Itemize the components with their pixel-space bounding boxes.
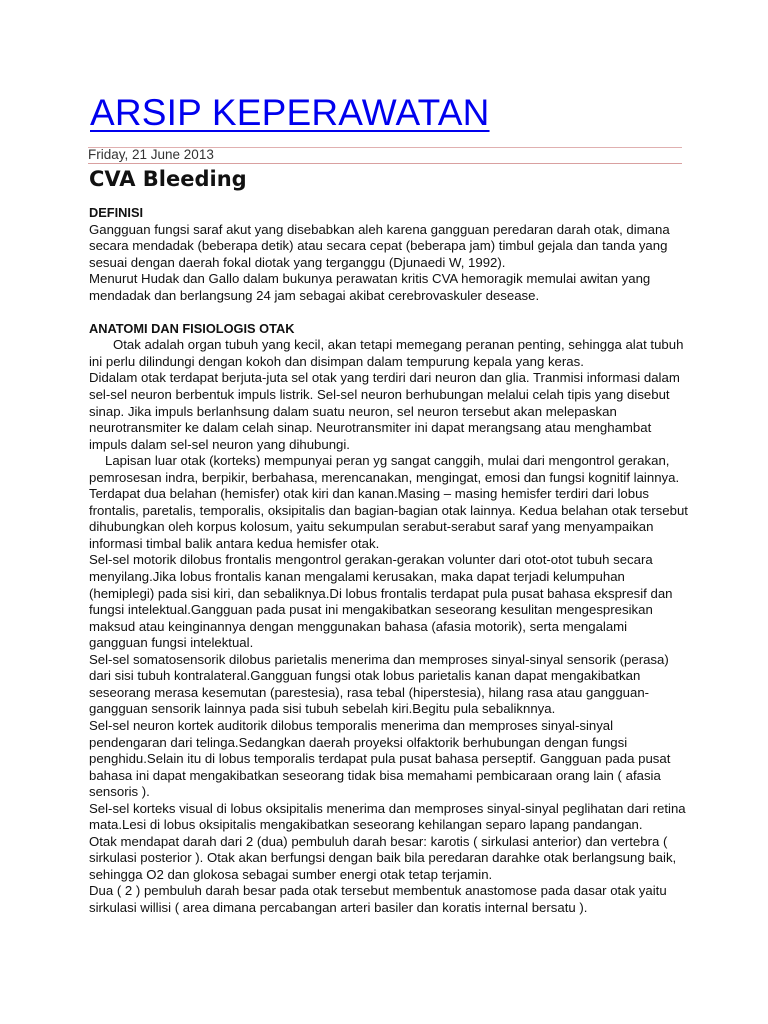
paragraph: Menurut Hudak dan Gallo dalam bukunya perawatan kritis CVA hemoragik memulai awitan yang mendadak dan berlangsung 24 jam sebagai akibat cerebrovaskuler desease. <box>89 271 651 303</box>
spacer <box>89 304 689 321</box>
post-body <box>89 205 689 917</box>
post-date: Friday, 21 June 2013 <box>88 147 214 162</box>
date-rule-bottom <box>88 163 682 164</box>
paragraph: Lapisan luar otak (korteks) mempunyai peran yg sangat canggih, mulai dari mengontrol gerakan, pemrosesan indra, berpikir, berbahasa, merencanakan, mengingat, emosi dan fungsi kognitif lainnya. Terdapat dua belahan (hemisfer) otak kiri dan kanan.Masing – masing hemisfer terdiri dari lobus frontalis, paretalis, temporalis, oksipitalis dan bagian-bagian otak lainnya. Kedua belahan otak tersebut dihubungkan oleh korpus kolosum, yaitu sekumpulan serabut-serabut saraf yang menyampaikan informasi timbal balik antara kedua hemisfer otak. <box>89 453 688 551</box>
section-heading-anatomi: ANATOMI DAN FISIOLOGIS OTAK <box>89 320 295 336</box>
paragraph: Gangguan fungsi saraf akut yang disebabkan aleh karena gangguan peredaran darah otak, dimana secara mendadak (beberapa detik) atau secara cepat (beberapa jam) timbul gejala dan tanda yang sesuai dengan daerah fokal diotak yang terganggu (Djunaedi W, 1992). <box>89 221 670 270</box>
paragraph: Sel-sel motorik dilobus frontalis mengontrol gerakan-gerakan volunter dari otot-otot tubuh secara menyilang.Jika lobus frontalis kanan mengalami kerusakan, maka dapat terjadi kelumpuhan (hemiplegi) pada sisi kiri, dan sebaliknya.Di lobus frontalis terdapat pula pusat bahasa ekspresif dan fungsi intelektual.Gangguan pada pusat ini mengakibatkan seseorang kesulitan mengespresikan maksud atau keinginannya dengan menggunakan bahasa (afasia motorik), serta mengalami gangguan fungsi intelektual. <box>89 552 673 651</box>
post-title: CVA Bleeding <box>89 167 247 191</box>
paragraph: Dua ( 2 ) pembuluh darah besar pada otak tersebut membentuk anastomose pada dasar otak yaitu sirkulasi willisi ( area dimana percabangan arteri basiler dan koratis internal bersatu ). <box>89 883 667 915</box>
paragraph: Sel-sel korteks visual di lobus oksipitalis menerima dan memproses sinyal-sinyal peglihatan dari retina mata.Lesi di lobus oksipitalis mengakibatkan seseorang kehilangan separo lapang pandangan. <box>89 800 686 833</box>
paragraph: Didalam otak terdapat berjuta-juta sel otak yang terdiri dari neuron dan glia. Tranmisi informasi dalam sel-sel neuron berbentuk impuls listrik. Sel-sel neuron berhubungan melalui celah tipis yang disebut sinap. Jika impuls berlanhsung dalam suatu neuron, sel neuron tersebut akan melepaskan neurotransmiter ke dalam celah sinap. Neurotransmiter ini dapat merangsang atau menghambat impuls dalam sel-sel neuron yang dihubungi. <box>89 370 680 452</box>
blog-title-link[interactable]: ARSIP KEPERAWATAN <box>90 92 490 133</box>
section-heading-definisi: DEFINISI <box>89 205 144 220</box>
paragraph: Otak mendapat darah dari 2 (dua) pembuluh darah besar: karotis ( sirkulasi anterior) dan vertebra ( sirkulasi posterior ). Otak akan berfungsi dengan baik bila peredaran darahke otak berlangsung baik, sehingga O2 dan glokosa sebagai sumber energi otak tetap terjamin. <box>89 833 677 882</box>
paragraph: Otak adalah organ tubuh yang kecil, akan tetapi memegang peranan penting, sehingga alat tubuh ini perlu dilindungi dengan kokoh dan disimpan dalam tempurung kepala yang keras. <box>89 337 684 369</box>
paragraph: Sel-sel somatosensorik dilobus parietalis menerima dan memproses sinyal-sinyal sensorik (perasa) dari sisi tubuh kontralateral.Gangguan fungsi otak lobus parietalis kanan dapat mengakibatkan seseorang merasa kesemutan (parestesia), rasa tebal (hiperstesia), hilang rasa atau gangguan-gangguan sensorik lainnya pada sisi tubuh sebelah kiri.Begitu pula sebaliknnya. <box>89 651 669 717</box>
paragraph: Sel-sel neuron kortek auditorik dilobus temporalis menerima dan memproses sinyal-sinyal pendengaran dari telinga.Sedangkan daerah proyeksi olfaktorik berhubungan dengan fungsi penghidu.Selain itu di lobus temporalis terdapat pula pusat bahasa perseptif. Gangguan pada pusat bahasa ini dapat mengakibatkan seseorang tidak bisa memahami pembicaraan orang lain ( afasia sensoris ). <box>89 717 671 800</box>
